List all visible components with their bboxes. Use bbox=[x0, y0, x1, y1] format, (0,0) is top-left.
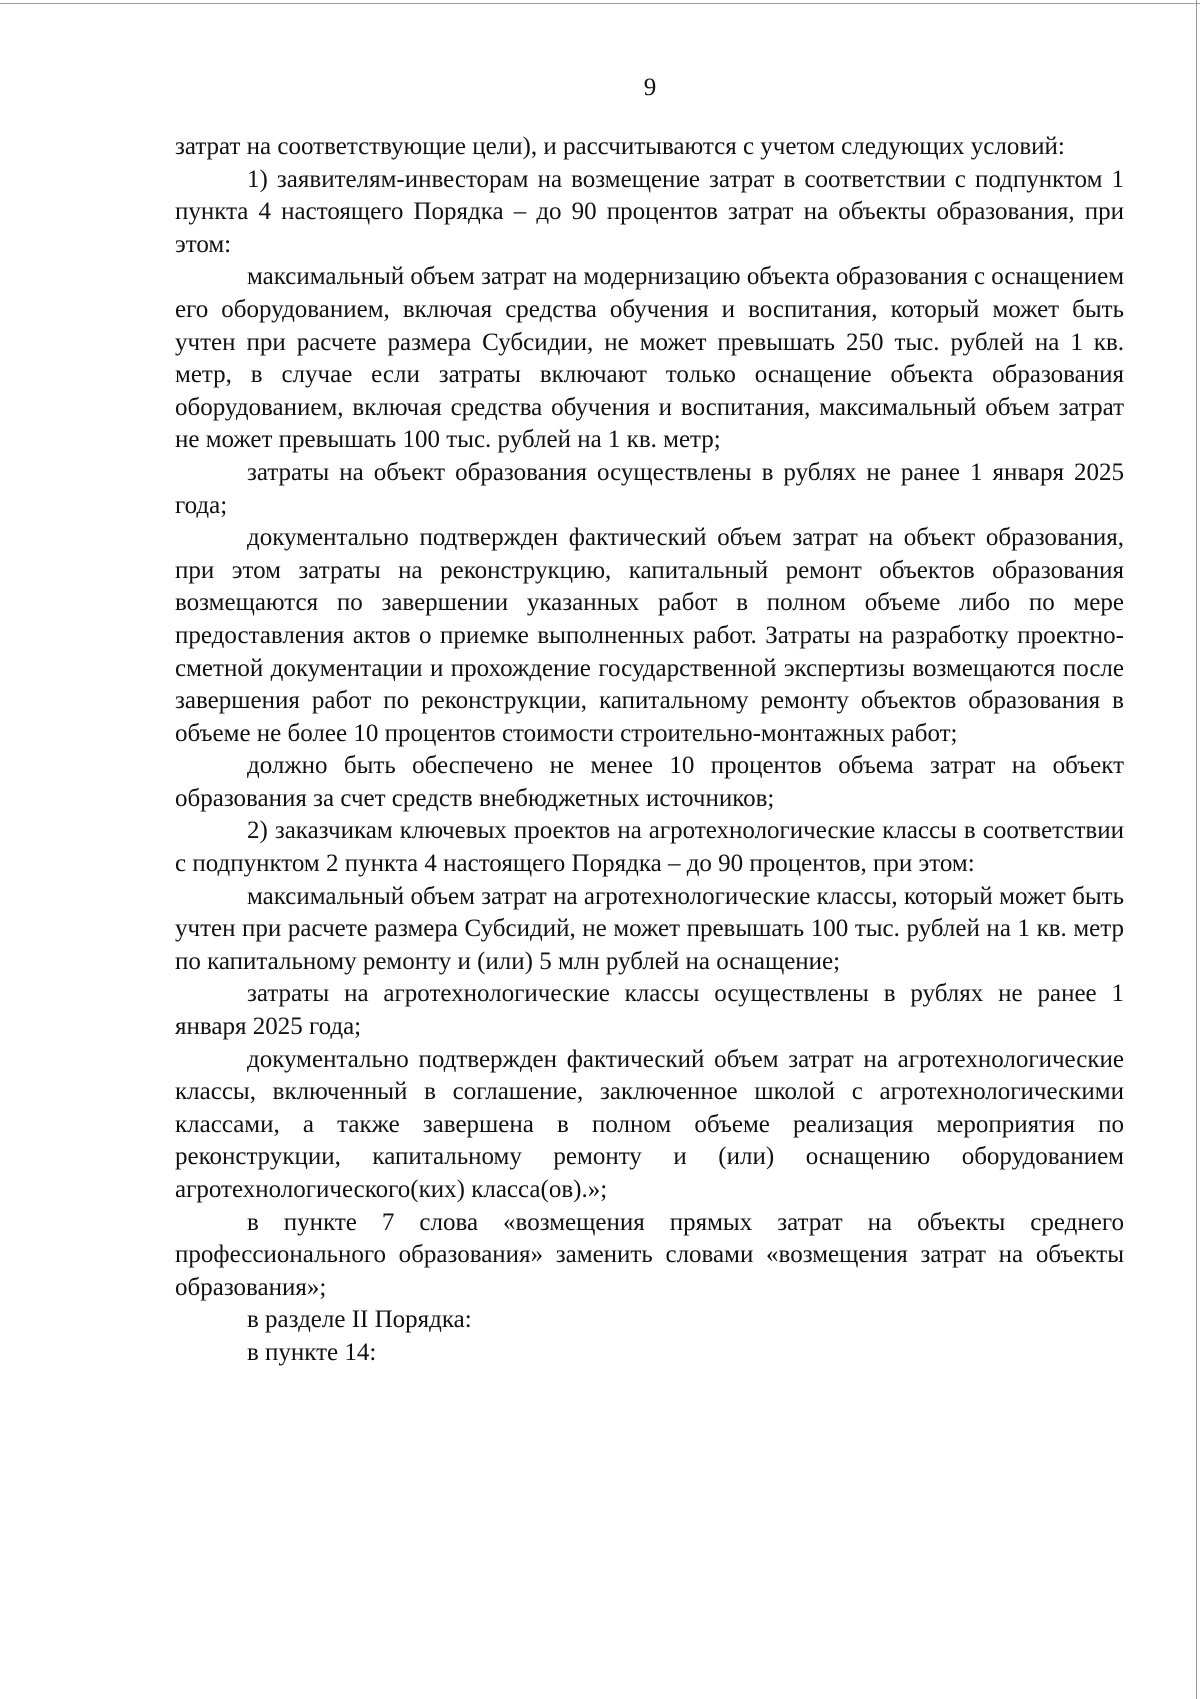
paragraph-max-cost-agro: максимальный объем затрат на агротехнологические классы, который может быть учтен при расчете размера Субсидий, не может превышать 100 тыс. рублей на 1 кв. метр по капитальному ремонту и (или) 5 млн рублей на оснащение; bbox=[175, 882, 1124, 975]
paragraph-point-14: в пункте 14: bbox=[247, 1338, 377, 1366]
scan-edge-right bbox=[1196, 0, 1197, 1699]
paragraph-section-2: в разделе II Порядка: bbox=[247, 1306, 472, 1334]
paragraph-agro-cost-date: затраты на агротехнологические классы осуществлены в рублях не ранее 1 января 2025 года; bbox=[175, 980, 1124, 1041]
paragraph-extrabudgetary: должно быть обеспечено не менее 10 процентов объема затрат на объект образования за счет средств внебюджетных источников; bbox=[175, 752, 1124, 812]
paragraph-max-cost-modernization: максимальный объем затрат на модернизацию объекта образования с оснащением его оборудованием, включая средства обучения и воспитания, который может быть учтен при расчете размера Субсидии, не может превышать 250 тыс. рублей на 1 кв. метр, в случае если затраты включают только оснащение объекта образования оборудованием, включая средства обучения и воспитания, максимальный объем затрат не может превышать 100 тыс. рублей на 1 кв. метр; bbox=[175, 263, 1125, 454]
paragraph-cost-date: затраты на объект образования осуществлены в рублях не ранее 1 января 2025 года; bbox=[175, 458, 1124, 519]
scan-edge-top bbox=[0, 3, 1200, 4]
page-number: 9 bbox=[643, 74, 657, 101]
paragraph-item-2: 2) заказчикам ключевых проектов на агротехнологические классы в соответствии с подпунктом 2 пункта 4 настоящего Порядка – до 90 процентов, при этом: bbox=[175, 817, 1124, 878]
paragraph-item-1: 1) заявителям-инвесторам на возмещение затрат в соответствии с подпунктом 1 пункта 4 настоящего Порядка – до 90 процентов затрат на объекты образования, при этом: bbox=[175, 165, 1124, 258]
paragraph-agro-documented-cost: документально подтвержден фактический объем затрат на агротехнологические классы, включенный в соглашение, заключенное школой с агротехнологическими классами, а также завершена в полном объеме реализация мероприятия по реконструкции, капитальному ремонту и (или) оснащению оборудованием агротехнологического(ких) класса(ов).»; bbox=[175, 1045, 1124, 1203]
paragraph-documented-cost: документально подтвержден фактический объем затрат на объект образования, при этом затраты на реконструкцию, капитальный ремонт объектов образования возмещаются по завершении указанных работ в полном объеме либо по мере предоставления актов о приемке выполненных работ. Затраты на разработку проектно-сметной документации и прохождение государственной экспертизы возмещаются после завершения работ по реконструкции, капитальному ремонту объектов образования в объеме не более 10 процентов стоимости строительно-монтажных работ; bbox=[175, 524, 1124, 747]
paragraph-conditions-intro: затрат на соответствующие цели), и рассчитываются с учетом следующих условий: bbox=[175, 133, 1065, 160]
paragraph-point-7-amendment: в пункте 7 слова «возмещения прямых затрат на объекты среднего профессионального образования» заменить словами «возмещения затрат на объекты образования»; bbox=[175, 1208, 1124, 1301]
document-body bbox=[175, 131, 1124, 1370]
